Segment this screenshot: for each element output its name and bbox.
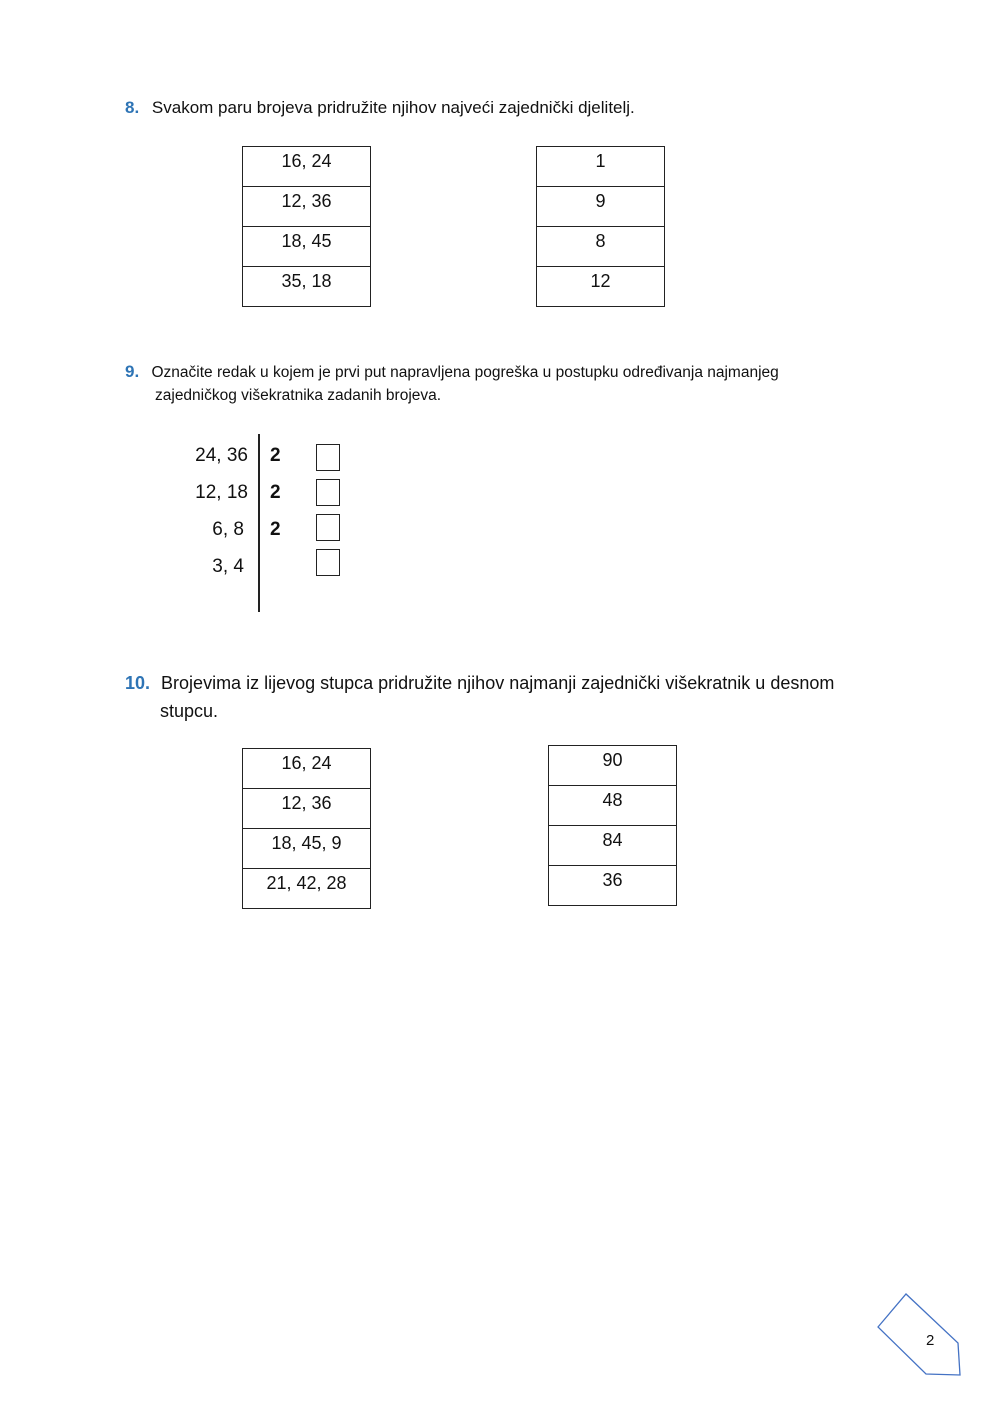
lcm-row-4: 3, 4 <box>212 556 244 577</box>
q10-heading <box>125 671 834 695</box>
divisor-3: 2 <box>270 519 281 540</box>
division-line <box>258 434 260 612</box>
q9-number: 9. <box>125 362 140 381</box>
page-number: 2 <box>926 1332 935 1349</box>
q8-right-cell[interactable]: 1 <box>537 147 665 187</box>
q9-text-line1: Označite redak u kojem je prvi put napravljena pogreška u postupku određivanja najmanjeg <box>151 364 779 381</box>
q9-heading <box>125 360 779 385</box>
q8-left-cell[interactable]: 16, 24 <box>243 147 371 187</box>
q10-left-cell[interactable]: 21, 42, 28 <box>243 869 371 909</box>
row-4-checkbox[interactable] <box>316 549 340 576</box>
q10-right-cell[interactable]: 84 <box>549 826 677 866</box>
divisor-2: 2 <box>270 482 281 503</box>
q10-text-line2: stupcu. <box>160 701 219 721</box>
lcm-row-2: 12, 18 <box>195 482 248 503</box>
q8-left-table <box>242 146 371 307</box>
q8-right-cell[interactable]: 9 <box>537 187 665 227</box>
q8-right-cell[interactable]: 12 <box>537 267 665 307</box>
q10-right-table <box>548 745 677 906</box>
q8-text: Svakom paru brojeva pridružite njihov najveći zajednički djelitelj. <box>151 98 635 117</box>
q8-left-cell[interactable]: 18, 45 <box>243 227 371 267</box>
divisor-1: 2 <box>270 445 281 466</box>
q8-right-table <box>536 146 665 307</box>
q10-left-table <box>242 748 371 909</box>
q10-left-cell[interactable]: 12, 36 <box>243 789 371 829</box>
q8-left-cell[interactable]: 35, 18 <box>243 267 371 307</box>
q10-left-cell[interactable]: 16, 24 <box>243 749 371 789</box>
lcm-row-1: 24, 36 <box>195 445 248 466</box>
q10-left-cell[interactable]: 18, 45, 9 <box>243 829 371 869</box>
row-3-checkbox[interactable] <box>316 514 340 541</box>
q10-number: 10. <box>125 673 151 693</box>
q10-right-cell[interactable]: 36 <box>549 866 677 906</box>
q10-text-line1: Brojevima iz lijevog stupca pridružite njihov najmanji zajednički višekratnik u desnom <box>161 673 835 693</box>
q10-right-cell[interactable]: 48 <box>549 786 677 826</box>
q8-number: 8. <box>125 98 140 117</box>
q8-right-cell[interactable]: 8 <box>537 227 665 267</box>
row-2-checkbox[interactable] <box>316 479 340 506</box>
row-1-checkbox[interactable] <box>316 444 340 471</box>
q8-heading <box>125 96 635 120</box>
lcm-row-3: 6, 8 <box>212 519 244 540</box>
q9-text-line2: zajedničkog višekratnika zadanih brojeva. <box>155 387 442 404</box>
q8-left-cell[interactable]: 12, 36 <box>243 187 371 227</box>
q10-right-cell[interactable]: 90 <box>549 746 677 786</box>
